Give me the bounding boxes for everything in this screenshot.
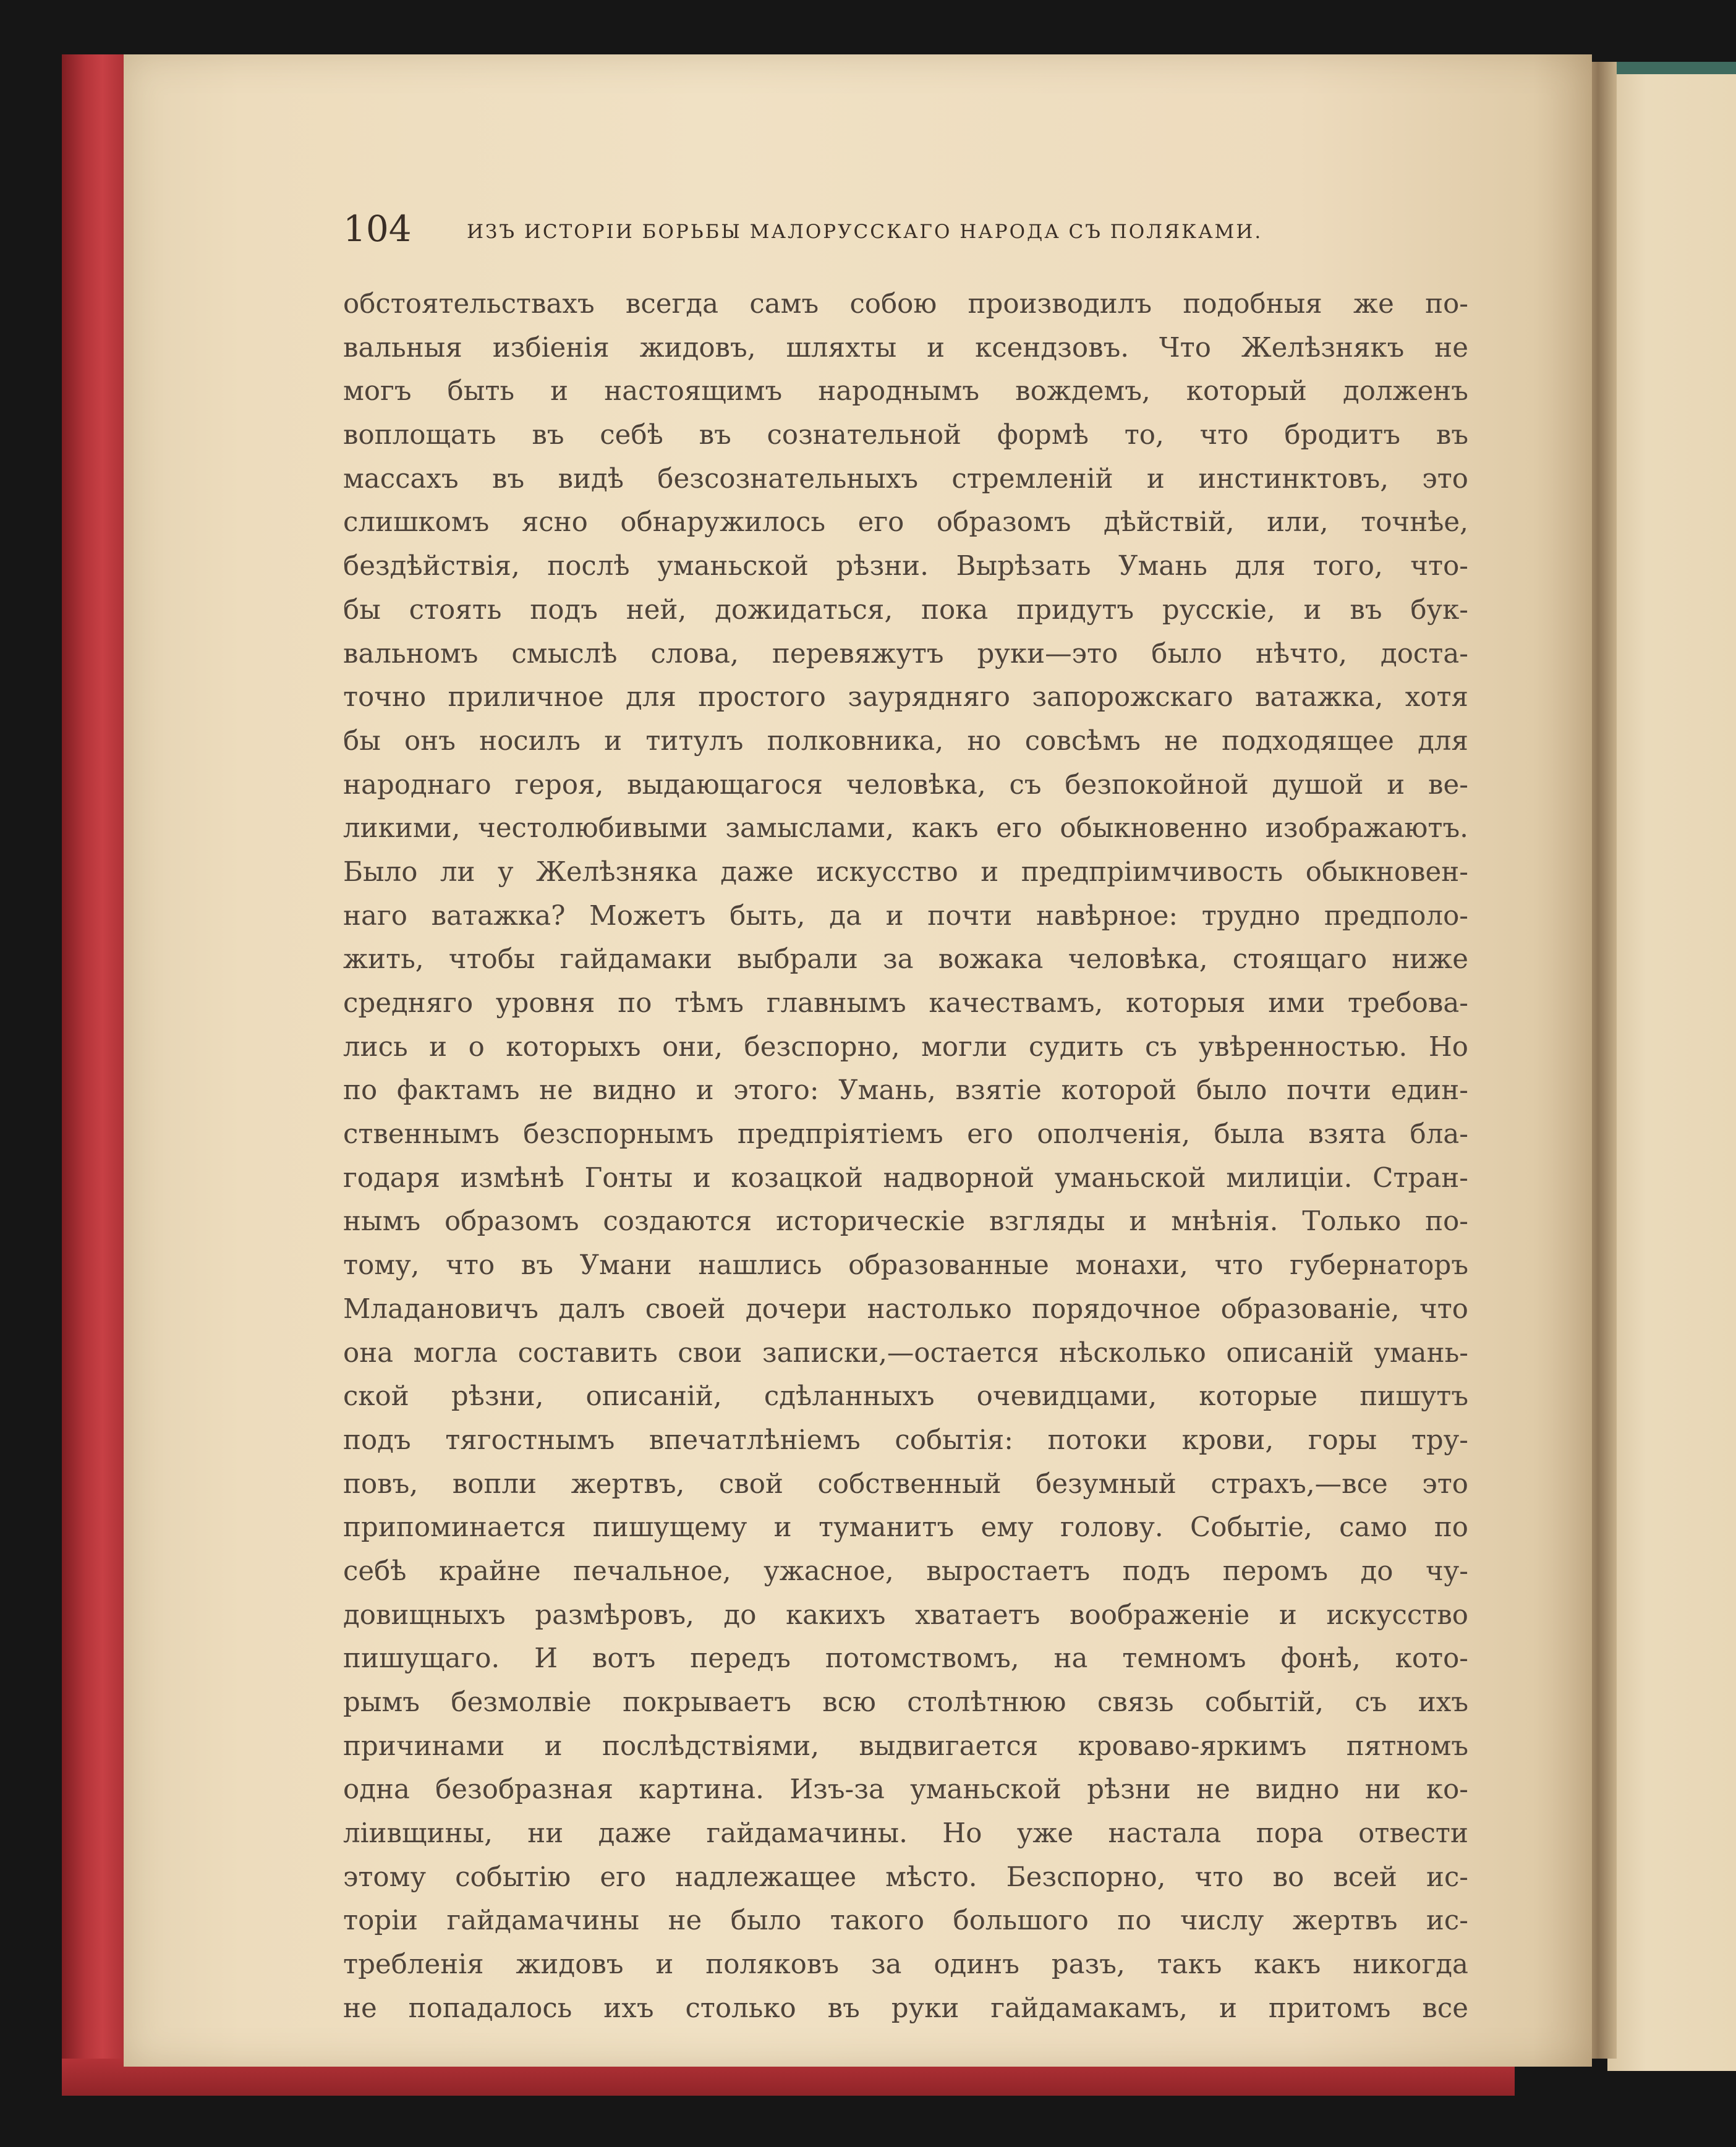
text-line: бы стоять подъ ней, дожидаться, пока придутъ русскіе, и въ бук- bbox=[343, 594, 1468, 626]
text-line: массахъ въ видѣ безсознательныхъ стремленій и инстинктовъ, это bbox=[343, 463, 1468, 495]
text-line: рымъ безмолвіе покрываетъ всю столѣтнюю связь событій, съ ихъ bbox=[343, 1687, 1468, 1718]
text-line: не попадалось ихъ столько въ руки гайдамакамъ, и притомъ все bbox=[343, 1992, 1468, 2024]
text-line: причинами и послѣдствіями, выдвигается кроваво-яркимъ пятномъ bbox=[343, 1730, 1468, 1762]
text-line: по фактамъ не видно и этого: Умань, взятіе которой было почти един- bbox=[343, 1075, 1468, 1107]
text-line: пишущаго. И вотъ передъ потомствомъ, на темномъ фонѣ, кото- bbox=[343, 1643, 1468, 1675]
body-text bbox=[343, 283, 1468, 2031]
text-line: ской рѣзни, описаній, сдѣланныхъ очевидцами, которые пишутъ bbox=[343, 1381, 1468, 1413]
text-line: себѣ крайне печальное, ужасное, выростаетъ подъ перомъ до чу- bbox=[343, 1555, 1468, 1587]
text-line: вальныя избіенія жидовъ, шляхты и ксендзовъ. Что Желѣзнякъ не bbox=[343, 332, 1468, 364]
text-line: бы онъ носилъ и титулъ полковника, но совсѣмъ не подходящее для bbox=[343, 725, 1468, 757]
text-line: точно приличное для простого заурядняго запорожскаго ватажка, хотя bbox=[343, 682, 1468, 713]
text-line: жить, чтобы гайдамаки выбрали за вожака человѣка, стоящаго ниже bbox=[343, 944, 1468, 976]
text-line: воплощать въ себѣ въ сознательной формѣ то, что бродитъ въ bbox=[343, 420, 1468, 451]
text-line: наго ватажка? Можетъ быть, да и почти навѣрное: трудно предполо- bbox=[343, 900, 1468, 932]
text-line: припоминается пишущему и туманитъ ему голову. Событіе, само по bbox=[343, 1512, 1468, 1544]
red-book-cover bbox=[62, 54, 130, 2096]
text-line: требленія жидовъ и поляковъ за одинъ разъ, такъ какъ никогда bbox=[343, 1949, 1468, 1981]
text-line: повъ, вопли жертвъ, свой собственный безумный страхъ,—все это bbox=[343, 1468, 1468, 1500]
text-line: Младановичъ далъ своей дочери настолько порядочное образованіе, что bbox=[343, 1293, 1468, 1325]
facing-page-edge bbox=[1607, 74, 1736, 2071]
text-line: тому, что въ Умани нашлись образованные монахи, что губернаторъ bbox=[343, 1250, 1468, 1282]
text-line: она могла составить свои записки,—остается нѣсколько описаній умань- bbox=[343, 1337, 1468, 1369]
text-line: средняго уровня по тѣмъ главнымъ качествамъ, которыя ими требова- bbox=[343, 988, 1468, 1019]
text-line: одна безобразная картина. Изъ-за уманьской рѣзни не видно ни ко- bbox=[343, 1774, 1468, 1806]
text-line: подъ тягостнымъ впечатлѣніемъ событія: потоки крови, горы тру- bbox=[343, 1424, 1468, 1456]
text-line: нымъ образомъ создаются историческіе взгляды и мнѣнія. Только по- bbox=[343, 1206, 1468, 1238]
text-line: могъ быть и настоящимъ народнымъ вождемъ, который долженъ bbox=[343, 376, 1468, 407]
page-number: 104 bbox=[343, 208, 412, 250]
page-header bbox=[343, 204, 1342, 253]
text-line: Было ли у Желѣзняка даже искусство и предпріимчивость обыкновен- bbox=[343, 856, 1468, 888]
text-line: лись и о которыхъ они, безспорно, могли судить съ увѣренностью. Но bbox=[343, 1031, 1468, 1063]
text-line: довищныхъ размѣровъ, до какихъ хватаетъ воображеніе и искусство bbox=[343, 1599, 1468, 1631]
text-line: ликими, честолюбивыми замыслами, какъ его обыкновенно изображаютъ. bbox=[343, 813, 1468, 844]
text-line: торіи гайдамачины не было такого большого по числу жертвъ ис- bbox=[343, 1905, 1468, 1937]
text-line: ственнымъ безспорнымъ предпріятіемъ его ополченія, была взята бла- bbox=[343, 1119, 1468, 1150]
text-line: вальномъ смыслѣ слова, перевяжутъ руки—это было нѣчто, доста- bbox=[343, 638, 1468, 670]
text-line: годаря измѣнѣ Гонты и козацкой надворной уманьской милиціи. Стран- bbox=[343, 1162, 1468, 1194]
text-line: народнаго героя, выдающагося человѣка, съ безпокойной душой и ве- bbox=[343, 769, 1468, 801]
text-line: бездѣйствія, послѣ уманьской рѣзни. Вырѣзать Умань для того, что- bbox=[343, 551, 1468, 582]
text-line: этому событію его надлежащее мѣсто. Безспорно, что во всей ис- bbox=[343, 1861, 1468, 1893]
text-line: слишкомъ ясно обнаружилось его образомъ дѣйствій, или, точнѣе, bbox=[343, 507, 1468, 538]
text-line: ліивщины, ни даже гайдамачины. Но уже настала пора отвести bbox=[343, 1818, 1468, 1850]
text-line: обстоятельствахъ всегда самъ собою производилъ подобныя же по- bbox=[343, 289, 1468, 320]
running-title: ИЗЪ ИСТОРІИ БОРЬБЫ МАЛОРУССКАГО НАРОДА СЪ ПОЛЯКАМИ. bbox=[467, 221, 1263, 243]
